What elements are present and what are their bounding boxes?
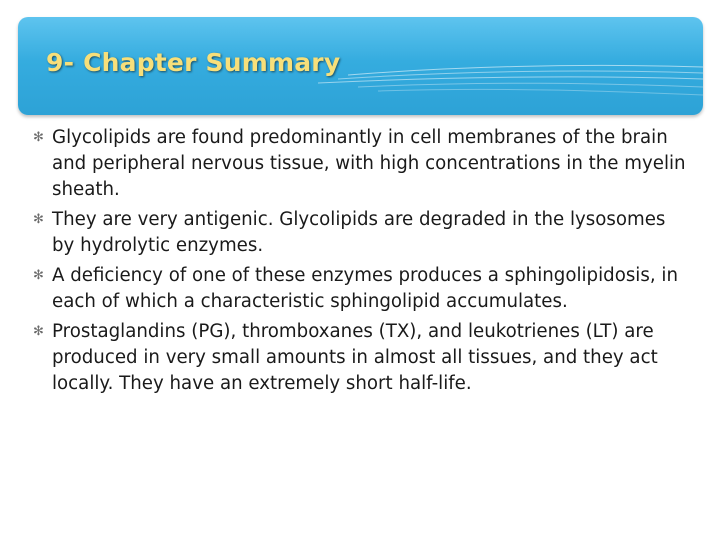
list-item xyxy=(33,319,693,397)
list-item xyxy=(33,207,693,259)
summary-bullet-list xyxy=(33,125,693,401)
page-title: 9- Chapter Summary xyxy=(46,48,341,77)
bullet-text: They are very antigenic. Glycolipids are degraded in the lysosomes by hydrolytic enzymes. xyxy=(52,209,666,256)
bullet-text: Glycolipids are found predominantly in cell membranes of the brain and peripheral nervous tissue, with high concentrations in the myelin sheath. xyxy=(52,127,686,200)
list-item xyxy=(33,263,693,315)
bullet-text: Prostaglandins (PG), thromboxanes (TX), and leukotrienes (LT) are produced in very small amounts in almost all tissues, and they act locally. They have an extremely short half-life. xyxy=(52,321,658,394)
asterisk-bullet-icon: ✻ xyxy=(33,130,44,145)
bullet-text: A deficiency of one of these enzymes produces a sphingolipidosis, in each of which a characteristic sphingolipid accumulates. xyxy=(52,265,678,312)
asterisk-bullet-icon: ✻ xyxy=(33,324,44,339)
asterisk-bullet-icon: ✻ xyxy=(33,268,44,283)
asterisk-bullet-icon: ✻ xyxy=(33,212,44,227)
list-item xyxy=(33,125,693,203)
